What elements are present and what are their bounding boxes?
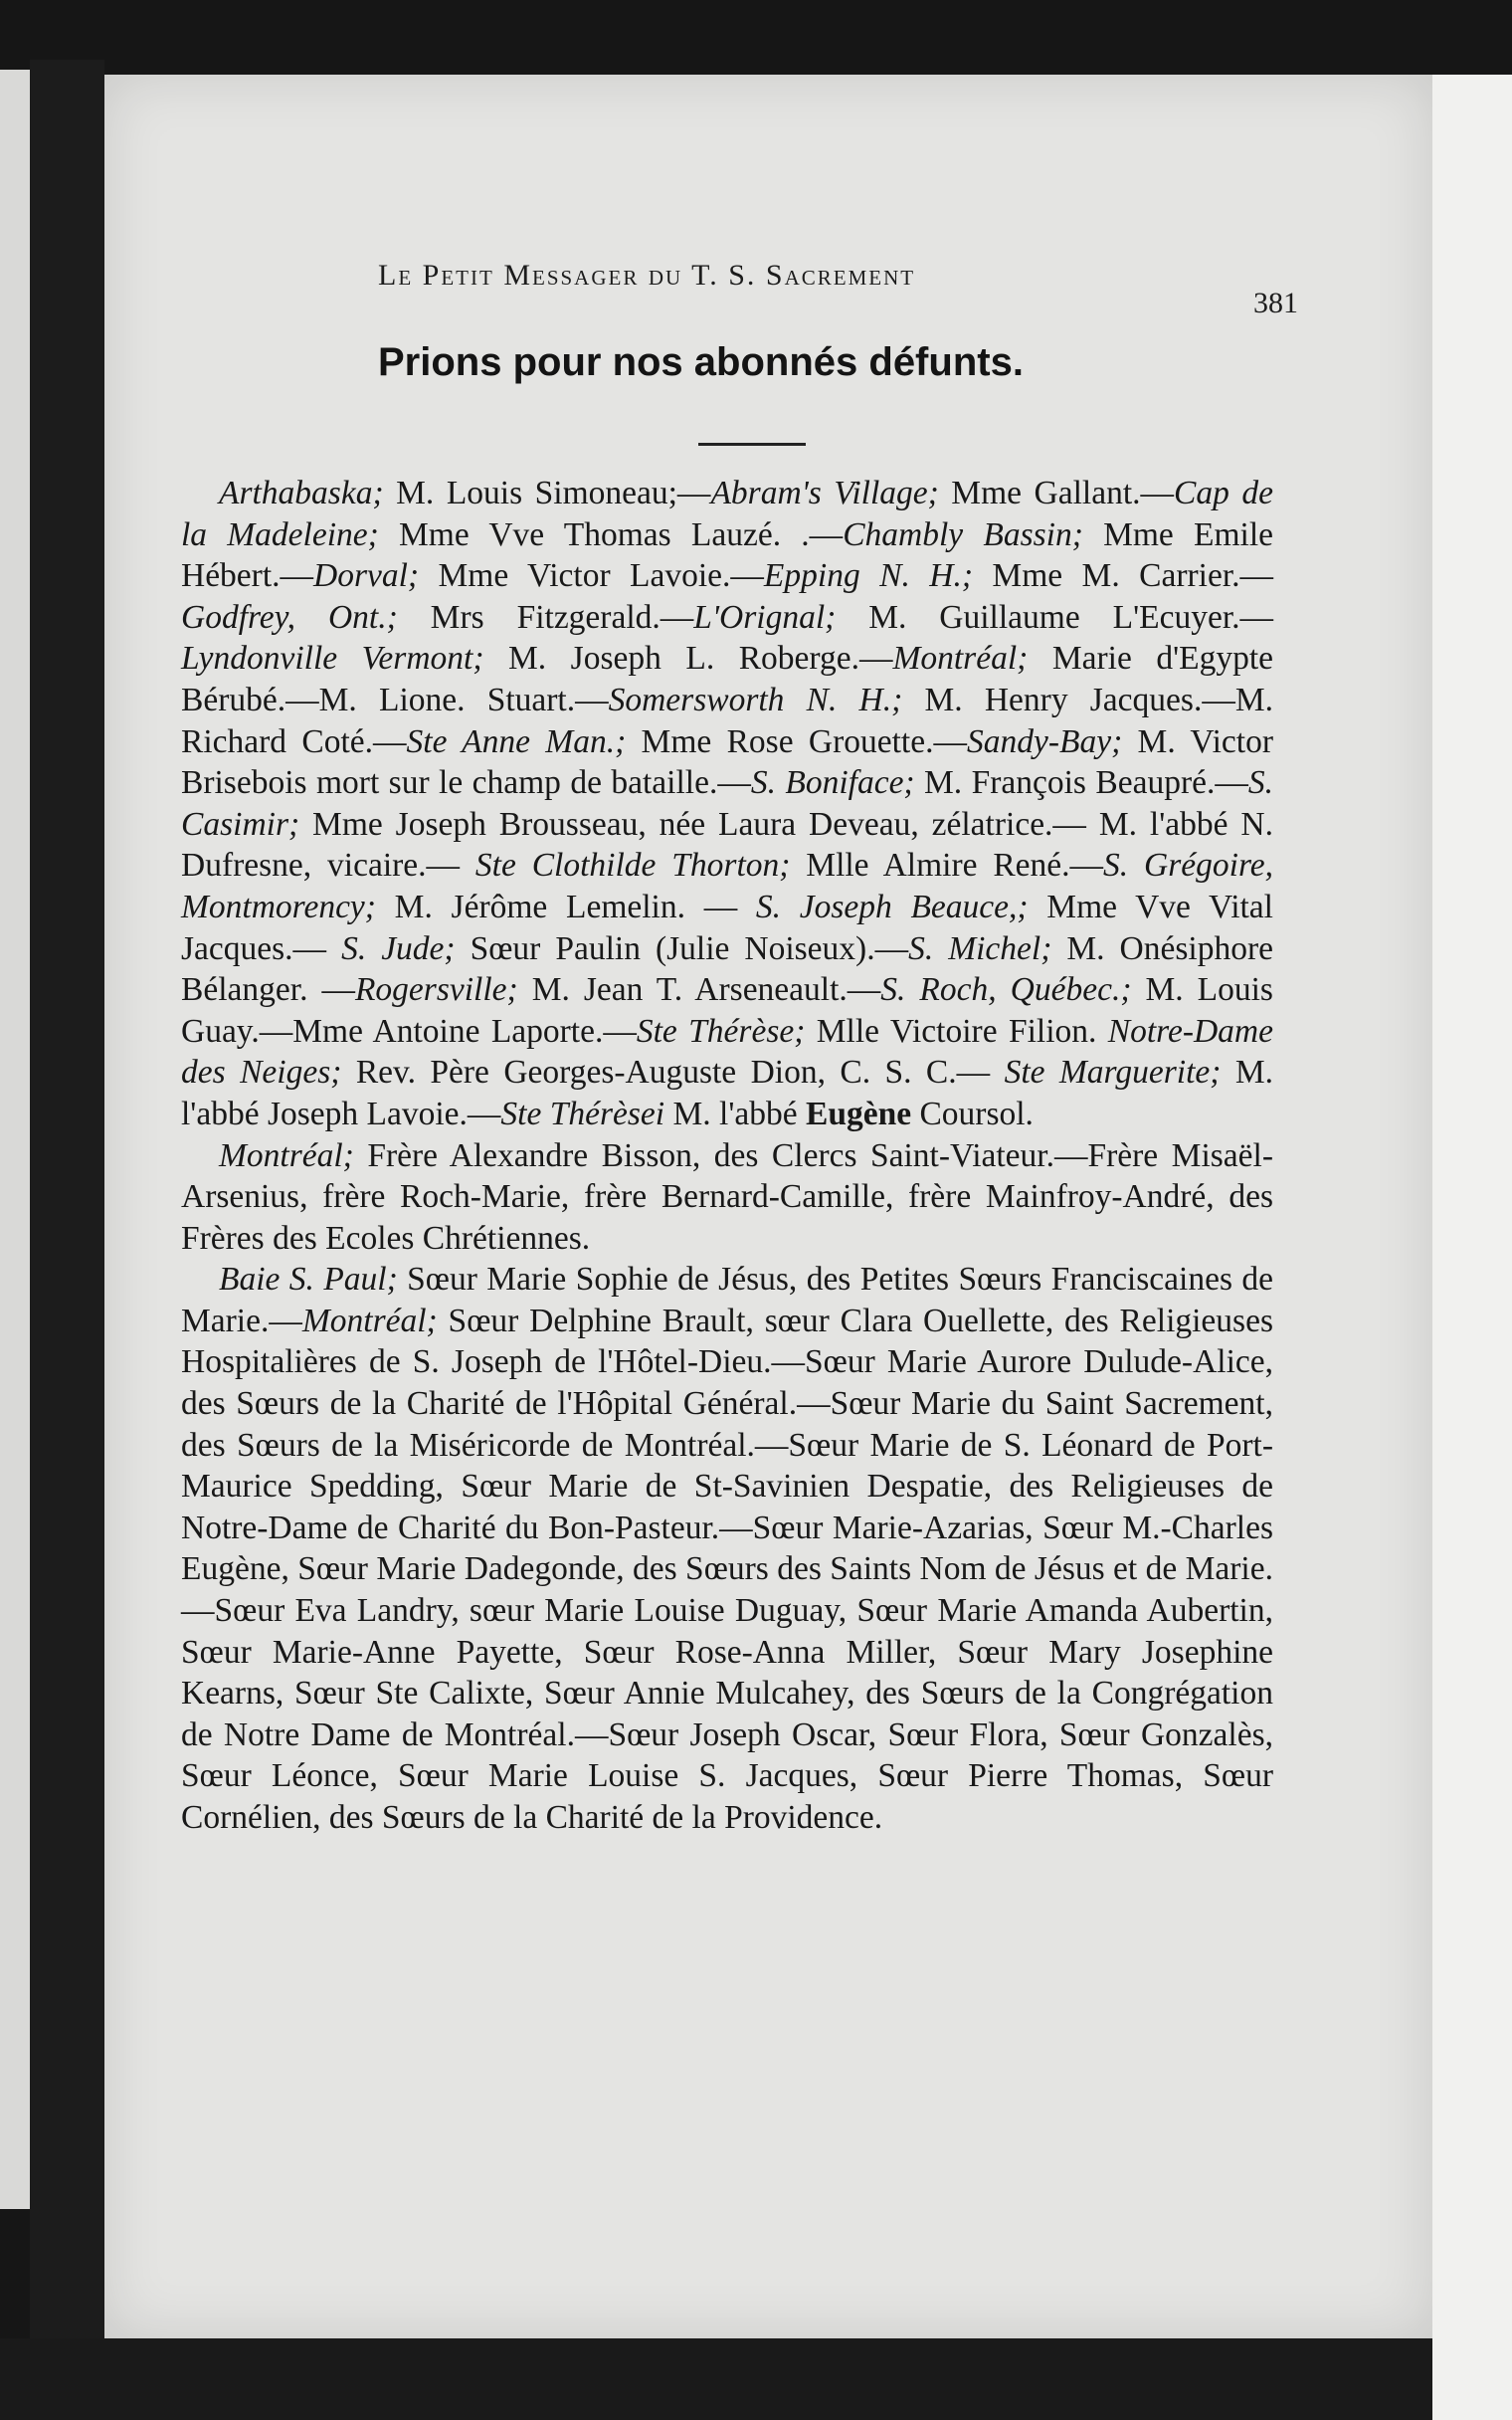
text-run: M. Jérôme Lemelin. — — [375, 888, 756, 925]
place-name: Godfrey, Ont.; — [181, 598, 398, 636]
text-run: Coursol. — [911, 1095, 1034, 1132]
text-run: Sœur Delphine Brault, sœur Clara Ouellette, des Religieuses Hospitalières de S. Joseph de l'Hôtel-Dieu.—Sœur Marie Aurore Dulude-Alice, des Sœurs de la Charité de l'Hôpital Général.—Sœur Marie du Saint Sacrement, des Sœurs de la Miséricorde de Montréal.—Sœur Marie de S. Léonard de Port-Maurice Spedding, Sœur Marie de St-Savinien Despatie, des Religieuses de Notre-Dame de Charité du Bon-Pasteur.—Sœur Marie-Azarias, Sœur M.-Charles Eugène, Sœur Marie Dadegonde, des Sœurs des Saints Nom de Jésus et de Marie.—Sœur Eva Landry, sœur Marie Louise Duguay, Sœur Marie Amanda Aubertin, Sœur Marie-Anne Payette, Sœur Rose-Anna Miller, Sœur Mary Josephine Kearns, Sœur Ste Calixte, Sœur Annie Mulcahey, des Sœurs de la Congrégation de Notre Dame de Montréal.—Sœur Joseph Oscar, Sœur Flora, Sœur Gonzalès, Sœur Léonce, Sœur Marie Louise S. Jacques, Sœur Pierre Thomas, Sœur Cornélien, des Sœurs de la Charité de la Providence. — [181, 1302, 1273, 1836]
running-header: Le Petit Messager du T. S. Sacrement — [378, 259, 916, 292]
text-run: M. l'abbé Joseph Lavoie.— — [181, 1054, 1273, 1132]
title-divider-rule — [698, 443, 806, 446]
text-run: Mlle Almire René.— — [790, 847, 1104, 885]
place-name: Dorval; — [313, 557, 420, 595]
page-right-margin — [1432, 75, 1512, 2420]
place-name: S. Casimir; — [181, 764, 1273, 843]
section-title: Prions pour nos abonnés défunts. — [378, 340, 1024, 384]
text-run: M. Louis Guay.—Mme Antoine Laporte.— — [181, 971, 1273, 1050]
place-name: S. Boniface; — [750, 764, 915, 802]
text-run: Rev. Père Georges-Auguste Dion, C. S. C.— — [341, 1054, 1005, 1092]
text-run: Mme Victor Lavoie.— — [419, 557, 764, 595]
place-name: L'Orignal; — [693, 598, 837, 636]
page-number: 381 — [1253, 287, 1298, 319]
place-name: Rogersville; — [354, 971, 518, 1009]
text-run: M. Louis Simoneau;— — [383, 475, 711, 511]
place-name: Ste Marguerite; — [1004, 1054, 1222, 1092]
place-name: Cap de la Madeleine; — [181, 475, 1273, 553]
place-name: Lyndonville Vermont; — [181, 640, 484, 678]
place-name: Somersworth N. H.; — [608, 681, 903, 718]
place-name: Chambly Bassin; — [843, 515, 1083, 553]
text-run: Mrs Fitzgerald.— — [397, 598, 694, 636]
previous-page-edge — [0, 70, 30, 2209]
text-run: Mme Joseph Brousseau, née Laura Deveau, zélatrice.— M. l'abbé N. Dufresne, vicaire.— — [181, 805, 1273, 885]
text-run: Mme M. Carrier.— — [972, 557, 1274, 595]
place-name: Ste Anne Man.; — [406, 722, 627, 760]
text-run: M. Victor Brisebois mort sur le champ de bataille.— — [181, 722, 1273, 802]
place-name: S. Joseph Beauce,; — [755, 888, 1029, 925]
place-name: Montréal; — [892, 640, 1029, 678]
obituary-body-text — [181, 473, 1273, 1839]
text-run: Sœur Paulin (Julie Noiseux).— — [455, 929, 909, 967]
place-name: Abram's Village; — [710, 475, 939, 511]
obituary-paragraph — [181, 473, 1273, 1135]
text-run: Mme Rose Grouette.— — [626, 722, 967, 760]
text-run: Mlle Victoire Filion. — [805, 1012, 1108, 1050]
place-name: Sandy-Bay; — [966, 722, 1123, 760]
text-run: Marie d'Egypte Bérubé.—M. Lione. Stuart.— — [181, 640, 1273, 718]
text-run: Mme Vve Vital Jacques.— — [181, 888, 1273, 967]
place-name: Arthabaska; — [219, 475, 384, 511]
place-name: Ste Thérèsei — [500, 1095, 665, 1132]
bold-text: Eugène — [805, 1095, 912, 1132]
place-name: S. Roch, Québec.; — [880, 971, 1132, 1009]
text-run: M. Onésiphore Bélanger. — — [181, 929, 1273, 1009]
text-run: Mme Emile Hébert.— — [181, 515, 1274, 595]
text-run: Mme Vve Thomas Lauzé. .— — [378, 515, 844, 553]
text-run: M. François Beaupré.— — [914, 764, 1248, 802]
place-name: Montréal; — [219, 1136, 354, 1174]
place-name: S. Michel; — [908, 929, 1052, 967]
place-name: Ste Clothilde Thorton; — [474, 847, 791, 885]
place-name: Epping N. H.; — [763, 557, 973, 595]
place-name: Montréal; — [301, 1302, 438, 1339]
text-run: M. Guillaume L'Ecuyer.— — [836, 598, 1274, 636]
text-run: M. Joseph L. Roberge.— — [483, 640, 893, 678]
text-run: Frère Alexandre Bisson, des Clercs Saint-Viateur.—Frère Misaël-Arsenius, frère Roch-Marie, frère Bernard-Camille, frère Mainfroy-André, des Frères des Ecoles Chrétiennes. — [181, 1136, 1273, 1257]
text-run: Mme Gallant.— — [938, 475, 1175, 511]
scan-bottom-border — [0, 2338, 1432, 2420]
text-run: Sœur Marie Sophie de Jésus, des Petites Sœurs Franciscaines de Marie.— — [181, 1261, 1274, 1339]
text-run: M. Jean T. Arseneault.— — [517, 971, 881, 1009]
obituary-paragraph — [181, 1135, 1273, 1260]
place-name: Baie S. Paul; — [219, 1261, 398, 1299]
text-run: M. Henry Jacques.—M. Richard Coté.— — [181, 681, 1273, 760]
place-name: S. Jude; — [341, 929, 456, 967]
place-name: Ste Thérèse; — [636, 1012, 806, 1050]
text-run: M. l'abbé — [664, 1095, 806, 1132]
obituary-paragraph — [181, 1259, 1273, 1838]
place-name: S. Grégoire, Montmorency; — [181, 847, 1273, 925]
place-name: Notre-Dame des Neiges; — [181, 1012, 1273, 1092]
book-gutter — [30, 60, 104, 2348]
